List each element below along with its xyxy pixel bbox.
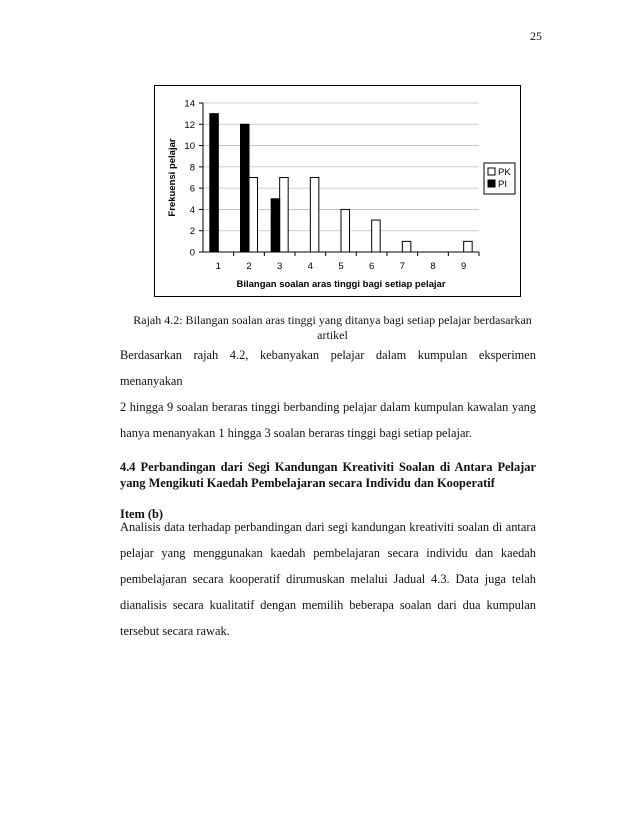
y-tick-label: 4 [189,204,195,216]
bar-pi [241,124,250,252]
page-number: 25 [530,29,542,43]
legend-label-pi: PI [498,179,507,190]
bar-pi [210,114,219,252]
bar-chart [155,86,522,298]
paragraph-line: 2 hingga 9 soalan beraras tinggi berbanding pelajar dalam kumpulan kawalan yang [120,400,536,414]
paragraph-line: pembelajaran secara kooperatif dirumuskan melalui Jadual 4.3. Data juga telah [120,572,536,586]
y-axis-title: Frekuensi pelajar [167,138,178,217]
caption-line: Rajah 4.2: Bilangan soalan aras tinggi yang ditanya bagi setiap pelajar berdasarkan [133,313,532,327]
y-tick-label: 10 [184,141,195,153]
x-tick-label: 1 [215,261,221,272]
bar-pi [271,199,280,252]
paragraph-line: hanya menanyakan 1 hingga 3 soalan beraras tinggi bagi setiap pelajar. [120,426,472,440]
bar-pk [280,178,289,253]
x-tick-label: 5 [338,261,344,272]
y-tick-label: 8 [189,162,195,174]
caption-line: artikel [317,328,348,342]
bar-pk [341,209,350,252]
paragraph-2 [120,514,536,644]
y-tick-label: 2 [189,226,195,238]
bar-pk [249,178,258,253]
item-title: Item (b) [120,507,164,521]
x-tick-label: 6 [369,261,375,272]
legend-label-pk: PK [498,167,511,178]
x-tick-label: 7 [399,261,405,272]
x-tick-label: 4 [307,261,313,272]
paragraph-1 [120,342,536,446]
legend-swatch-pk [488,168,495,175]
y-tick-label: 12 [184,119,195,131]
paragraph-line: Analisis data terhadap perbandingan dari segi kandungan kreativiti soalan di antara [120,520,536,534]
heading-line: 4.4 Perbandingan dari Segi Kandungan Kreativiti Soalan di Antara Pelajar [120,460,536,474]
paragraph-line: pelajar yang menggunakan kaedah pembelajaran secara individu dan kaedah [120,546,536,560]
legend-swatch-pi [488,180,495,187]
section-heading [120,459,536,491]
figure-caption [120,313,545,343]
x-tick-label: 9 [461,261,467,272]
paragraph-line: Berdasarkan rajah 4.2, kebanyakan pelajar dalam kumpulan eksperimen menanyakan [120,348,536,388]
bar-pk [310,178,319,253]
paragraph-line: tersebut secara rawak. [120,624,230,638]
y-tick-label: 6 [189,183,195,195]
y-tick-label: 0 [189,247,195,259]
heading-line: yang Mengikuti Kaedah Pembelajaran secara Individu dan Kooperatif [120,476,495,490]
x-tick-label: 8 [430,261,436,272]
x-tick-label: 3 [277,261,283,272]
paragraph-line: dianalisis secara kualitatif dengan memilih beberapa soalan dari dua kumpulan [120,598,536,612]
x-axis-title: Bilangan soalan aras tinggi bagi setiap pelajar [236,279,446,290]
bar-pk [464,241,473,252]
bar-pk [372,220,381,252]
bar-pk [402,241,411,252]
y-tick-label: 14 [184,98,195,110]
chart-frame [154,85,521,297]
x-tick-label: 2 [246,261,252,272]
